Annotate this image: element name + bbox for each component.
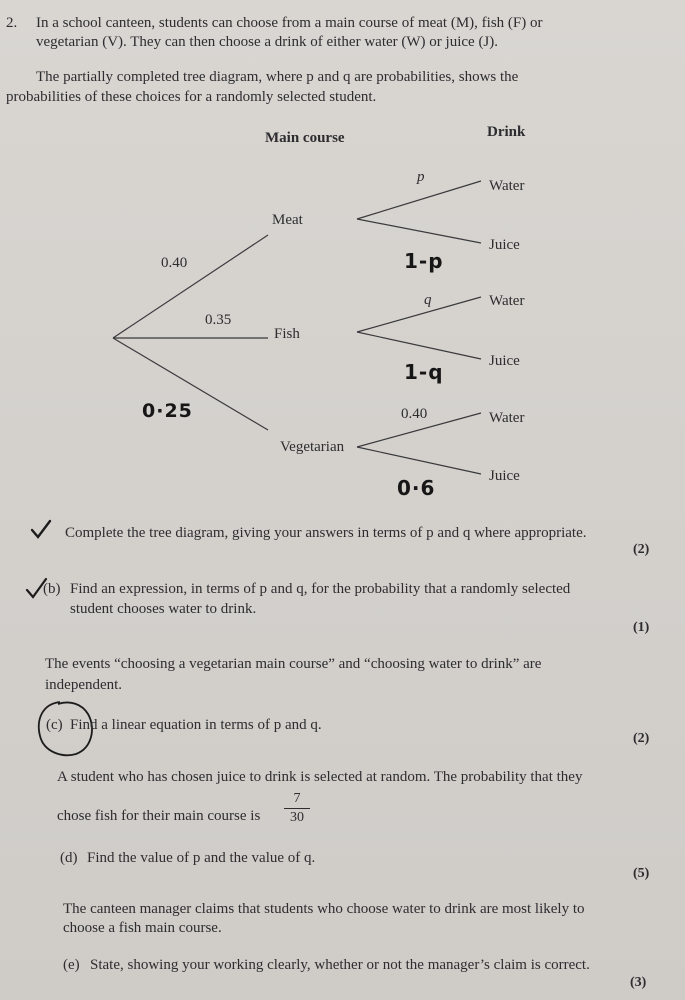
part-a-label	[44, 524, 66, 543]
part-c-marks: (2)	[633, 731, 650, 746]
branch-meat-juice	[357, 219, 481, 243]
label-meat-water: Water	[489, 178, 525, 194]
label-fish: Fish	[274, 326, 300, 342]
fraction-7-30	[284, 791, 310, 826]
label-veg-water: Water	[489, 410, 525, 426]
handwritten-prob-vegetarian: 0·25	[142, 400, 193, 422]
independence-line-2: independent.	[45, 677, 123, 693]
fraction-denominator: 30	[290, 810, 304, 825]
part-e-label: (e)	[63, 957, 80, 973]
manager-line-1: The canteen manager claims that students who choose water to drink are most likely to	[63, 901, 585, 917]
branch-veg-juice	[357, 447, 481, 474]
prob-fish-water: q	[424, 292, 432, 308]
part-b-marks: (1)	[633, 620, 650, 635]
manager-line-2: choose a fish main course.	[63, 920, 222, 936]
fraction-numerator: 7	[293, 791, 301, 806]
label-meat-juice: Juice	[489, 237, 520, 253]
heading-drink: Drink	[487, 124, 526, 140]
prob-veg-water: 0.40	[401, 406, 428, 422]
fraction-bar	[284, 808, 310, 809]
heading-main-course: Main course	[265, 130, 345, 146]
label-fish-water: Water	[489, 293, 525, 309]
prob-meat-water: p	[417, 169, 425, 185]
intro-line-1: In a school canteen, students can choose from a main course of meat (M), fish (F) or	[36, 15, 543, 31]
branch-meat	[113, 235, 268, 338]
part-e-marks: (3)	[630, 975, 647, 990]
branch-fish-juice	[357, 332, 481, 359]
juice-line-2: chose fish for their main course is	[57, 808, 261, 824]
part-a-text: Complete the tree diagram, giving your answers in terms of p and q where appropriate.	[65, 525, 587, 541]
part-b-line-2: student chooses water to drink.	[70, 601, 257, 617]
intro-line-2: vegetarian (V). They can then choose a drink of either water (W) or juice (J).	[36, 34, 499, 50]
part-d-marks: (5)	[633, 866, 650, 881]
handwritten-prob-veg-juice: 0·6	[397, 476, 436, 500]
tree-intro-line-2: probabilities of these choices for a randomly selected student.	[6, 89, 377, 105]
part-c-text: Find a linear equation in terms of p and q.	[70, 717, 322, 733]
independence-line-1: The events “choosing a vegetarian main course” and “choosing water to drink” are	[45, 656, 542, 672]
part-c-label: (c)	[46, 717, 63, 733]
part-e-text: State, showing your working clearly, whether or not the manager’s claim is correct.	[90, 957, 590, 973]
part-d-text: Find the value of p and the value of q.	[87, 850, 316, 866]
label-meat: Meat	[272, 212, 303, 228]
prob-fish: 0.35	[205, 312, 232, 328]
label-fish-juice: Juice	[489, 353, 520, 369]
prob-meat: 0.40	[161, 255, 188, 271]
juice-line-1: A student who has chosen juice to drink is selected at random. The probability that they	[57, 769, 583, 785]
part-b-line-1: Find an expression, in terms of p and q, for the probability that a randomly selected	[70, 581, 571, 597]
branch-fish-water	[357, 297, 481, 332]
part-a-marks: (2)	[633, 542, 650, 557]
label-vegetarian: Vegetarian	[280, 439, 345, 455]
question-number: 2.	[6, 15, 18, 31]
label-veg-juice: Juice	[489, 468, 520, 484]
handwritten-prob-fish-juice: 1-q	[404, 360, 444, 384]
handwritten-prob-meat-juice: 1-p	[404, 249, 444, 273]
tree-intro-line-1: The partially completed tree diagram, where p and q are probabilities, shows the	[36, 69, 519, 85]
part-b-label: (b)	[43, 581, 61, 597]
part-d-label: (d)	[60, 850, 78, 866]
